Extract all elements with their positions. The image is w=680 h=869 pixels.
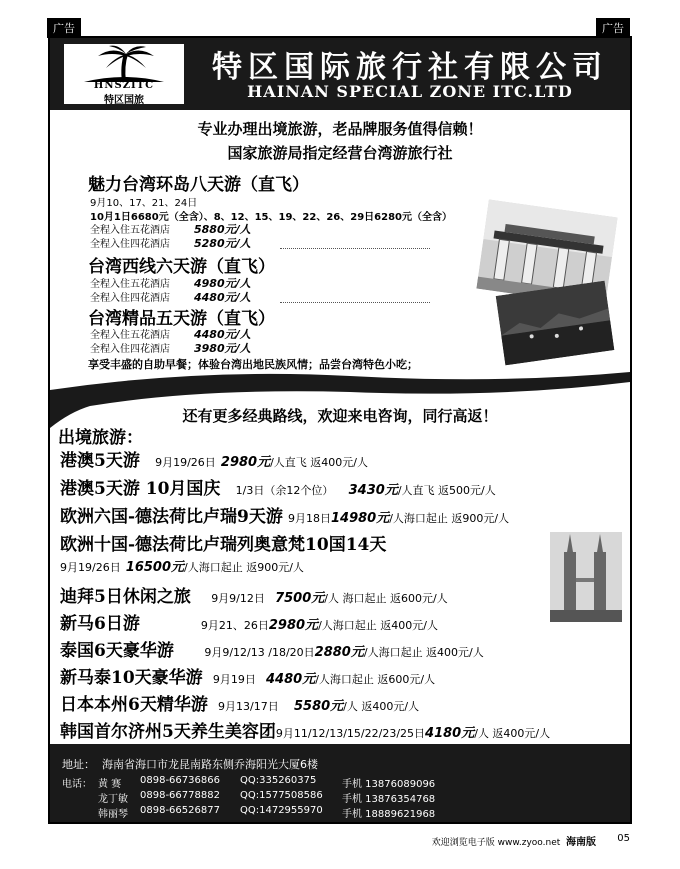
tour-dates-1: 9月10、17、21、24日 [90,198,198,209]
route-rebate: /人海口起止 返900元/人 [389,512,510,525]
hotel-price: 4980元/人 [194,277,251,290]
company-name-cn: 特区国际旅行社有限公司 [212,50,608,85]
route-row [60,609,438,634]
route-dates: 9月9/12日 [211,592,265,605]
divider [280,248,430,249]
route-rebate: /人海口起止 返600元/人 [315,673,436,686]
contact-name: 韩丽琴 [98,809,128,820]
contact-mobile: 手机 13876354768 [342,794,436,805]
route-row [60,556,304,575]
route-row [60,446,368,471]
route-price: 4180元 [425,726,475,741]
route-dates: 9月19日 [212,673,256,686]
route-price: 2980元 [268,618,319,633]
route-price: 5580元 [293,699,344,714]
route-rebate: /人海口起止 返400元/人 [318,619,438,632]
twin-towers-photo [550,532,622,622]
hotel-label: 全程入住四花酒店 [90,344,170,355]
route-title: 韩国首尔济州5天养生美容团 [60,722,276,742]
phone-label: 电话： [62,779,92,790]
route-dates: 1/3日（余12个位） [235,484,334,497]
hotel-price: 3980元/人 [194,342,251,355]
contact-phone: 0898-66736866 [140,775,220,786]
route-row [60,530,386,555]
route-dates: 9月19/26日 [60,561,121,574]
route-dates: 9月18日 [287,512,331,525]
address-text: 海南省海口市龙昆南路东侧乔海阳光大厦6楼 [102,758,318,771]
contact-name: 龙丁敏 [98,794,128,805]
route-title: 泰国6天豪华游 [60,641,174,661]
hotel-label: 全程入住四花酒店 [90,239,170,250]
route-dates: 9月19/26日 [155,456,216,469]
hotel-price: 5280元/人 [194,237,251,250]
address-label: 地址： [62,758,95,771]
edition-label: 海南版 [566,837,596,848]
hotel-four-star-row [90,289,251,305]
route-price: 14980元 [330,511,390,526]
route-row [60,690,419,715]
route-title: 日本本州6天精华游 [60,695,208,715]
tour-title-taiwan-8day: 魅力台湾环岛八天游（直飞） [88,175,309,195]
route-title: 港澳5天游 10月国庆 [60,479,221,499]
route-dates: 9月9/12/13 /18/20日 [204,646,315,659]
route-row [60,717,550,742]
contact-qq: QQ:1577508586 [240,790,323,801]
logo-subtext: 特区国旅 [104,95,144,106]
contact-phone: 0898-66778882 [140,790,220,801]
company-logo [64,44,184,104]
address-row [62,756,318,772]
route-rebate: /人海口起止 返900元/人 [184,561,304,574]
route-rebate: /人海口起止 返400元/人 [363,646,484,659]
hotel-price: 4480元/人 [194,328,251,341]
ad-label-left: 广告 [47,18,81,38]
route-price: 4480元 [266,672,316,687]
tour-title-taiwan-5day: 台湾精品五天游（直飞） [88,309,275,329]
route-dates: 9月21、26日 [200,619,269,632]
route-row [60,663,435,688]
page-number: 05 [617,833,630,844]
contact-qq: QQ:335260375 [240,775,317,786]
route-title: 迪拜5日休闲之旅 [60,587,191,607]
route-dates: 9月11/12/13/15/22/23/25日 [275,727,426,740]
company-name-en: HAINAN SPECIAL ZONE ITC.LTD [247,82,573,101]
route-dates: 9月13/17日 [218,700,279,713]
route-rebate: /人直飞 返500元/人 [397,484,496,497]
route-rebate: /人 海口起止 返600元/人 [324,592,448,605]
route-row [60,582,448,607]
hotel-label: 全程入住四花酒店 [90,293,170,304]
hotel-price: 5880元/人 [194,223,251,236]
contact-footer [50,744,630,824]
divider [280,302,430,303]
taiwan-highlights: 享受丰盛的自助早餐；体验台湾出地民族风情；品尝台湾特色小吃； [88,358,418,371]
outbound-heading: 出境旅游： [58,428,143,448]
route-title: 欧洲十国-德法荷比卢瑞列奥意梵10国14天 [60,535,387,555]
hotel-four-star-row [90,235,251,251]
contact-mobile: 手机 18889621968 [342,809,436,820]
contact-mobile: 手机 13876089096 [342,779,436,790]
route-row [60,474,496,499]
palm-tree-icon [64,44,184,84]
advertisement-frame [48,36,632,824]
more-routes-banner: 还有更多经典路线，欢迎来电咨询，同行高返！ [182,407,498,425]
route-row [60,502,509,527]
contact-phone: 0898-66526877 [140,805,220,816]
website-text: 欢迎浏览电子版 www.zyoo.net [431,838,561,848]
route-row [60,636,484,661]
route-rebate: /人 返400元/人 [343,700,420,713]
hotel-price: 4480元/人 [194,291,251,304]
route-title: 新马泰10天豪华游 [60,668,203,688]
route-title: 欧洲六国-德法荷比卢瑞9天游 [60,507,283,527]
hotel-label: 全程入住五花酒店 [90,225,170,236]
taiwan-night-photo [496,281,615,366]
ad-label-right: 广告 [596,18,630,38]
contact-qq: QQ:1472955970 [240,805,323,816]
bottom-caption [432,833,596,848]
hotel-four-star-row [90,340,251,356]
route-rebate: /人 返400元/人 [474,727,551,740]
route-price: 2880元 [314,645,364,660]
logo-text: HNSZITC [93,80,155,91]
slogan-2: 国家旅游局指定经营台湾游旅行社 [227,144,453,162]
route-price: 2980元 [220,455,271,470]
slogan-1: 专业办理出境旅游，老品牌服务值得信赖！ [197,120,483,138]
header-banner [50,38,630,110]
hotel-label: 全程入住五花酒店 [90,330,170,341]
route-rebate: /人直飞 返400元/人 [270,456,368,469]
route-price: 7500元 [275,591,325,606]
hotel-label: 全程入住五花酒店 [90,279,170,290]
route-title: 新马6日游 [60,614,140,634]
route-title: 港澳5天游 [60,451,140,471]
route-price: 3430元 [348,483,398,498]
tour-dates-2: 10月1日6680元（全含）、8、12、15、19、22、26、29日6280元（全含） [90,212,452,223]
tour-title-taiwan-6day: 台湾西线六天游（直飞） [88,257,275,277]
route-price: 16500元 [125,560,185,575]
contact-name: 黄 赛 [98,779,122,790]
